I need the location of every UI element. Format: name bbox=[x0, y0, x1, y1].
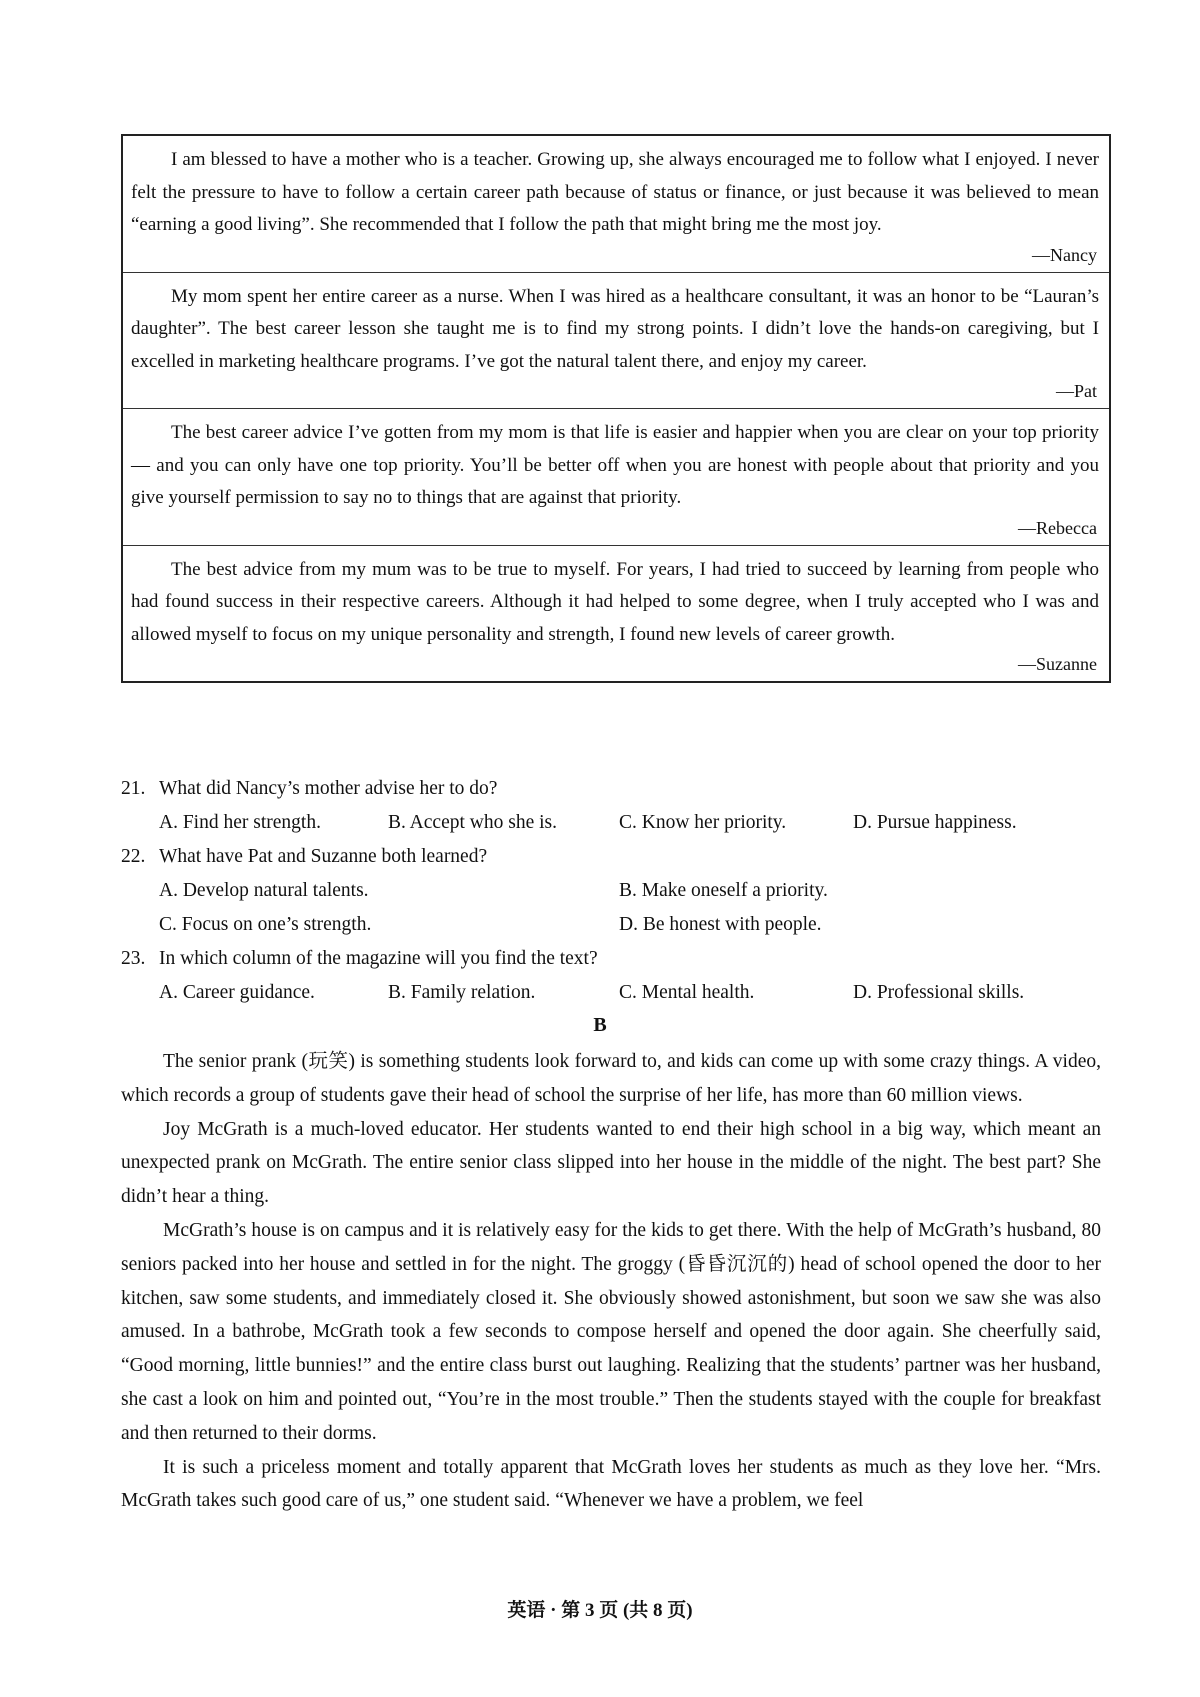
quote-author: —Nancy bbox=[1032, 244, 1097, 265]
page-footer: 英语 · 第 3 页 (共 8 页) bbox=[507, 1600, 693, 1621]
quote-table bbox=[121, 134, 1111, 683]
passage-paragraph: Joy McGrath is a much-loved educator. Her students wanted to end their high school in a big way, which meant an unexpected prank on McGrath. The entire senior class slipped into her house in the middle of the night. The best part? She didn’t hear a thing. bbox=[121, 1118, 1101, 1208]
option-row bbox=[121, 908, 1111, 942]
question-stem bbox=[121, 942, 1111, 976]
quote-author: —Rebecca bbox=[1018, 517, 1097, 538]
option-row bbox=[121, 976, 1111, 1010]
option-d: D. Be honest with people. bbox=[619, 914, 822, 935]
option-d: D. Professional skills. bbox=[853, 982, 1025, 1003]
question-number: 21. bbox=[121, 778, 146, 799]
option-c: C. Mental health. bbox=[619, 982, 755, 1003]
option-a: A. Career guidance. bbox=[159, 982, 315, 1003]
question-list bbox=[121, 772, 1111, 1010]
option-b: B. Family relation. bbox=[388, 982, 536, 1003]
question-number: 23. bbox=[121, 948, 146, 969]
quote-author: —Pat bbox=[1055, 381, 1097, 401]
question-stem bbox=[121, 772, 1111, 806]
quote-cell-pat bbox=[123, 273, 1109, 410]
question-text: In which column of the magazine will you find the text? bbox=[159, 948, 598, 969]
option-a: A. Develop natural talents. bbox=[159, 880, 369, 901]
passage-paragraph: It is such a priceless moment and totally apparent that McGrath loves her students as much as they love her. “Mrs. McGrath takes such good care of us,” one student said. “Whenever we have a problem, we feel bbox=[121, 1456, 1101, 1512]
quote-cell-rebecca bbox=[123, 409, 1109, 546]
question-text: What did Nancy’s mother advise her to do? bbox=[159, 778, 498, 799]
option-row bbox=[121, 806, 1111, 840]
quote-cell-nancy bbox=[123, 136, 1109, 273]
option-c: C. Focus on one’s strength. bbox=[159, 914, 372, 935]
question-number: 22. bbox=[121, 846, 146, 867]
option-b: B. Accept who she is. bbox=[388, 812, 557, 833]
passage-paragraph: McGrath’s house is on campus and it is relatively easy for the kids to get there. With the help of McGrath’s husband, 80 seniors packed into her house and settled in for the night. The groggy (昏昏沉沉的) head of school opened the door to her kitchen, saw some students, and immediately closed it. She obviously showed astonishment, but soon we saw she was also amused. In a bathrobe, McGrath took a few seconds to compose herself and opened the door again. She cheerfully said, “Good morning, little bunnies!” and the entire class burst out laughing. Realizing that the students’ partner was her husband, she cast a look on him and pointed out, “You’re in the most trouble.” Then the students stayed with the couple for breakfast and then returned to their dorms. bbox=[121, 1219, 1101, 1444]
option-row bbox=[121, 874, 1111, 908]
quote-text: My mom spent her entire career as a nurse. When I was hired as a healthcare consultant, it was an honor to be “Lauran’s daughter”. The best career lesson she taught me is to find my strong points. I didn’t love the hands-on caregiving, but I excelled in marketing healthcare programs. I’ve got the natural talent there, and enjoy my career. bbox=[131, 285, 1099, 372]
quote-text: The best advice from my mum was to be true to myself. For years, I had tried to succeed by learning from people who had found success in their respective careers. Although it had helped to some degree, when I truly accepted who I was and allowed myself to focus on my unique personality and strength, I found new levels of career growth. bbox=[131, 558, 1099, 645]
passage-paragraph: The senior prank (玩笑) is something students look forward to, and kids can come up with some crazy things. A video, which records a group of students gave their head of school the surprise of her life, has more than 60 million views. bbox=[121, 1051, 1101, 1106]
section-heading: B bbox=[593, 1014, 607, 1036]
quote-author: —Suzanne bbox=[1018, 654, 1097, 674]
option-b: B. Make oneself a priority. bbox=[619, 880, 828, 901]
quote-cell-suzanne bbox=[123, 546, 1109, 682]
quote-text: I am blessed to have a mother who is a teacher. Growing up, she always encouraged me to follow what I enjoyed. I never felt the pressure to have to follow a certain career path because of status or finance, or just because it was believed to mean “earning a good living”. She recommended that I follow the path that might bring me the most joy. bbox=[131, 149, 1099, 235]
quote-text: The best career advice I’ve gotten from my mom is that life is easier and happier when you are clear on your top priority — and you can only have one top priority. You’ll be better off when you are honest with people about that priority and you give yourself permission to say no to things that are against that priority. bbox=[131, 422, 1099, 508]
option-c: C. Know her priority. bbox=[619, 812, 787, 833]
passage-b bbox=[121, 1045, 1101, 1518]
option-d: D. Pursue happiness. bbox=[853, 812, 1017, 833]
option-a: A. Find her strength. bbox=[159, 812, 321, 833]
question-text: What have Pat and Suzanne both learned? bbox=[159, 846, 488, 867]
question-stem bbox=[121, 840, 1111, 874]
